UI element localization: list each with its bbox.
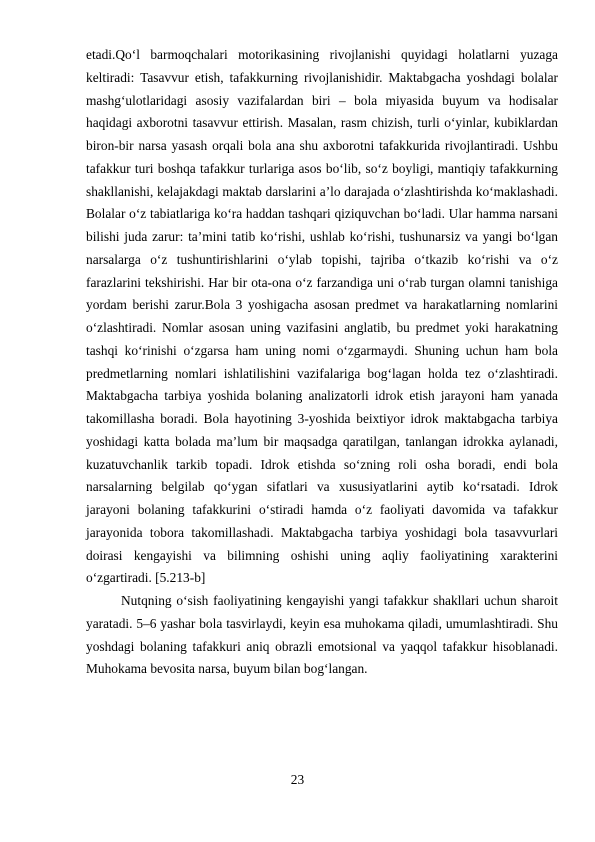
body-text (86, 44, 558, 681)
paragraph-2: Nutqning o‘sish faoliyatining kengayishi yangi tafakkur shakllari uchun sharoit yaratadi. 5–6 yashar bola tasvirlaydi, keyin esa muhokama qiladi, umumlashtiradi. Shu yoshdagi bolaning tafakkuri aniq obrazli emotsional va yaqqol tafakkur hisoblanadi. Muhokama bevosita narsa, buyum bilan bog‘langan. (86, 593, 558, 677)
page-number: 23 (290, 772, 305, 787)
paragraph-1: etadi.Qo‘l barmoqchalari motorikasining rivojlanishi quyidagi holatlarni yuzaga keltiradi: Tasavvur etish, tafakkurning rivojlanishidir. Maktabgacha yoshdagi bolalar mashg‘ulotlaridagi asosiy vazifalardan biri – bola miyasida buyum va hodisalar haqidagi axborotni tasavvur ettirish. Masalan, rasm chizish, turli o‘yinlar, kubiklardan biron-bir narsa yasash orqali bola ana shu axborotni tafakkurida rivojlantiradi. Ushbu tafakkur turi boshqa tafakkur turlariga asos bo‘lib, so‘z boyligi, mantiqiy tafakkurning shakllanishi, kelajakdagi maktab darslarini a’lo darajada o‘zlashtirishda ko‘maklashadi. Bolalar o‘z tabiatlariga ko‘ra haddan tashqari qiziquvchan bo‘ladi. Ular hamma narsani bilishi juda zarur: ta’mini tatib ko‘rishi, ushlab ko‘rishi, tushunarsiz va yangi bo‘lgan narsalarga o‘z tushuntirishlarini o‘ylab topishi, tajriba o‘tkazib ko‘rishi va o‘z farazlarini tekshirishi. Har bir ota-ona o‘z farzandiga uni o‘rab turgan olamni tanishiga yordam berishi zarur.Bola 3 yoshigacha asosan predmet va harakatlarning nomlarini o‘zlashtiradi. Nomlar asosan uning vazifasini anglatib, bu predmet yoki harakatning tashqi ko‘rinishi o‘zgarsa ham uning nomi o‘zgarmaydi. Shuning uchun ham bola predmetlarning nomlari ishlatilishini vazifalariga bog‘lagan holda tez o‘zlashtiradi. Maktabgacha tarbiya yoshida bolaning analizatorli idrok etish jarayoni ham yanada takomillasha boradi. Bola hayotining 3-yoshida beixtiyor idrok maktabgacha tarbiya yoshidagi katta bolada ma’lum bir maqsadga qaratilgan, tanlangan idrokka aylanadi, kuzatuvchanlik tarkib topadi. Idrok etishda so‘zning roli osha boradi, endi bola narsalarning belgilab qo‘ygan sifatlari va xususiyatlarini aytib ko‘rsatadi. Idrok jarayoni bolaning tafakkurini o‘stiradi hamda o‘z faoliyati davomida va tafakkur jarayonida tobora takomillashadi. Maktabgacha tarbiya yoshidagi bola tasavvurlari doirasi kengayishi va bilimning oshishi uning aqliy faoliyatining xarakterini o‘zgartiradi. [5.213-b] (86, 47, 558, 586)
